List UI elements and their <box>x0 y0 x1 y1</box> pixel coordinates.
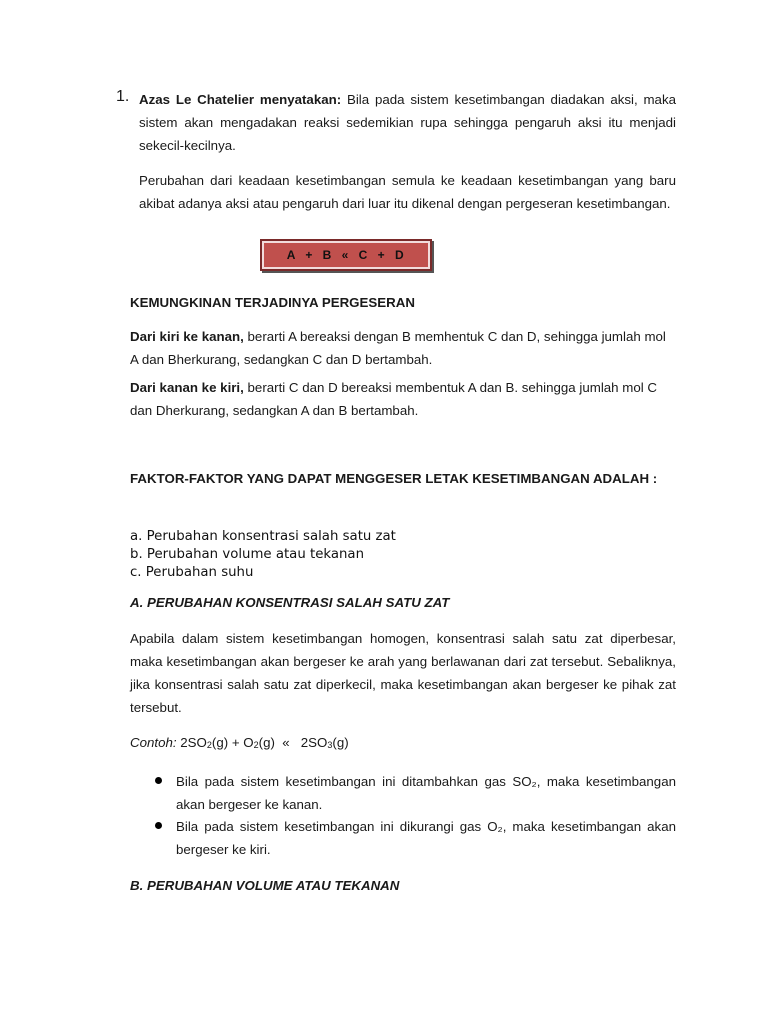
list-number: 1. <box>116 88 130 105</box>
subscript: 2 <box>206 740 212 750</box>
example-equation-part: (g) « 2SO <box>258 735 328 750</box>
equation-box <box>260 239 432 271</box>
bullet-item: Bila pada sistem kesetimbangan ini ditambahkan gas SO₂, maka kesetimbangan akan bergeser ke kanan. <box>176 774 676 812</box>
factors-list <box>130 528 396 582</box>
shift-definition-paragraph: Perubahan dari keadaan kesetimbangan semula ke keadaan kesetimbangan yang baru akibat adanya aksi atau pengaruh dari luar itu dikenal dengan pergeseran kesetimbangan. <box>139 173 676 211</box>
factor-item: b. Perubahan volume atau tekanan <box>130 547 364 562</box>
subscript: 2 <box>253 740 259 750</box>
section-a-body: Apabila dalam sistem kesetimbangan homogen, konsentrasi salah satu zat diperbesar, maka kesetimbangan akan bergeser ke arah yang berlawanan dari zat tersebut. Sebaliknya, jika konsentrasi salah satu zat diperkecil, maka kesetimbangan akan bergeser ke pihak zat tersebut. <box>130 631 676 715</box>
example-equation-part: (g) <box>332 735 349 750</box>
right-to-left-paragraph <box>130 376 670 422</box>
subscript: 3 <box>327 740 333 750</box>
bullet-icon <box>155 777 162 784</box>
shift-heading: KEMUNGKINAN TERJADINYA PERGESERAN <box>130 295 415 310</box>
left-to-right-paragraph <box>130 325 670 371</box>
example-line <box>130 731 349 757</box>
left-to-right-lead: Dari kiri ke kanan, <box>130 329 244 344</box>
section-b-heading: B. PERUBAHAN VOLUME ATAU TEKANAN <box>130 878 400 893</box>
example-equation-part: (g) + O <box>211 735 254 750</box>
bullet-icon <box>155 822 162 829</box>
factors-heading: FAKTOR-FAKTOR YANG DAPAT MENGGESER LETAK KESETIMBANGAN ADALAH : <box>130 471 658 486</box>
factor-item: c. Perubahan suhu <box>130 565 254 580</box>
left-to-right-text: berarti A bereaksi dengan B memhentuk C dan D, sehingga jumlah mol A dan Bherkurang, sedangkan C dan D bertambah. <box>130 329 666 367</box>
le-chatelier-paragraph <box>139 88 676 157</box>
bullet-item: Bila pada sistem kesetimbangan ini dikurangi gas O₂, maka kesetimbangan akan bergeser ke kiri. <box>176 819 676 857</box>
factor-item: a. Perubahan konsentrasi salah satu zat <box>130 529 396 544</box>
le-chatelier-text: Bila pada sistem kesetimbangan diadakan aksi, maka sistem akan mengadakan reaksi sedemikian rupa sehingga pengaruh aksi itu menjadi sekecil-kecilnya. <box>139 92 676 153</box>
right-to-left-text: berarti C dan D bereaksi membentuk A dan B. sehingga jumlah mol C dan Dherkurang, sedangkan A dan B bertambah. <box>130 380 657 418</box>
equation-text: A + B « C + D <box>286 248 406 262</box>
le-chatelier-lead: Azas Le Chatelier menyatakan: <box>139 92 342 107</box>
right-to-left-lead: Dari kanan ke kiri, <box>130 380 244 395</box>
example-label: Contoh: <box>130 735 177 750</box>
section-a-heading: A. PERUBAHAN KONSENTRASI SALAH SATU ZAT <box>130 595 450 610</box>
example-equation-part: 2SO <box>176 735 207 750</box>
